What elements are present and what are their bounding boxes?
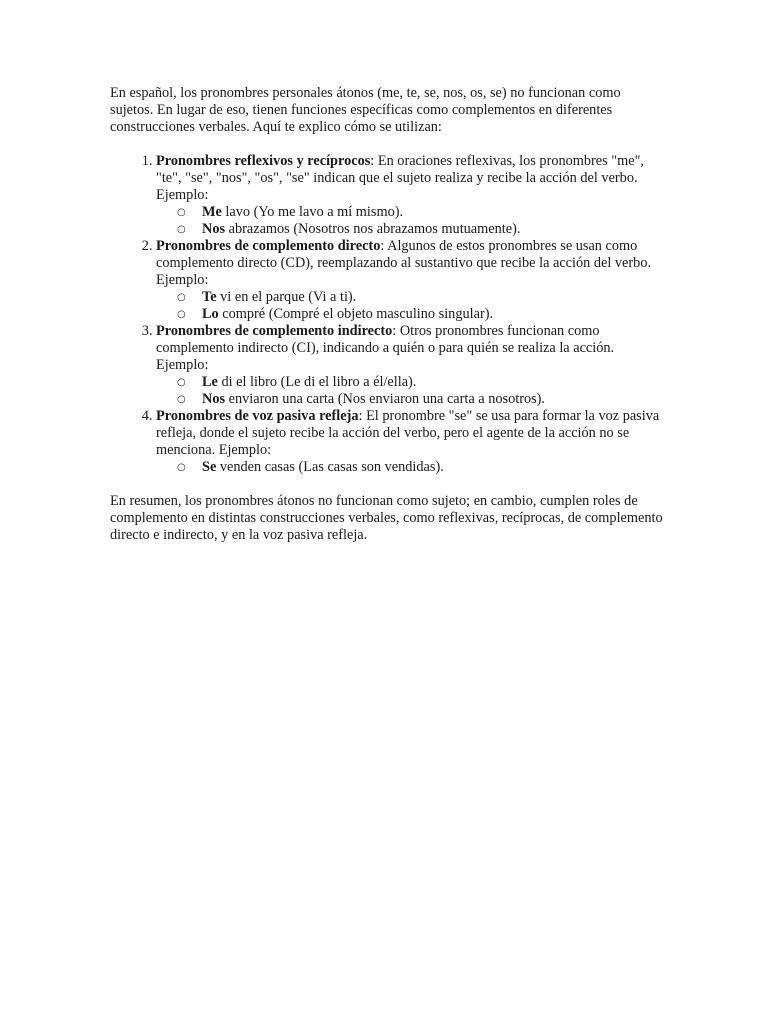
example-pronoun: Nos <box>202 391 226 407</box>
item-term: Pronombres reflexivos y recíprocos <box>156 153 371 169</box>
example-item <box>177 391 665 408</box>
list-item <box>156 153 665 238</box>
example-text: enviaron una carta (Nos enviaron una carta a nosotros). <box>225 391 546 407</box>
example-item <box>177 221 665 238</box>
example-pronoun: Le <box>202 374 218 390</box>
example-pronoun: Lo <box>202 306 219 322</box>
list-item <box>156 323 665 408</box>
example-item <box>177 204 665 221</box>
circle-bullet-icon: ○ <box>177 394 186 405</box>
item-term: Pronombres de complemento indirecto <box>156 323 393 339</box>
examples-list <box>156 374 665 408</box>
examples-list <box>156 289 665 323</box>
list-item <box>156 238 665 323</box>
item-text: : Otros pronombres funcionan como complemento indirecto (CI), indicando a quién o para quién se realiza la acción. Ejemplo: <box>156 323 615 373</box>
example-text: di el libro (Le di el libro a él/ella). <box>217 374 417 390</box>
item-term: Pronombres de complemento directo <box>156 238 381 254</box>
example-item <box>177 459 665 476</box>
example-text: compré (Compré el objeto masculino singular). <box>218 306 494 322</box>
example-pronoun: Nos <box>202 221 226 237</box>
example-text: vi en el parque (Vi a ti). <box>216 289 357 305</box>
item-text: : Algunos de estos pronombres se usan como complemento directo (CD), reemplazando al sustantivo que recibe la acción del verbo. Ejemplo: <box>156 238 652 288</box>
example-item <box>177 374 665 391</box>
pronoun-types-list <box>110 153 665 476</box>
intro-paragraph: En español, los pronombres personales átonos (me, te, se, nos, os, se) no funcionan como sujetos. En lugar de eso, tienen funciones específicas como complementos en diferentes construcciones verbales. Aquí te explico cómo se utilizan: <box>110 85 621 135</box>
item-term: Pronombres de voz pasiva refleja <box>156 408 359 424</box>
examples-list <box>156 204 665 238</box>
item-text: : En oraciones reflexivas, los pronombres "me", "te", "se", "nos", "os", "se" indican que el sujeto realiza y recibe la acción del verbo. Ejemplo: <box>156 153 645 203</box>
list-item <box>156 408 665 476</box>
summary-paragraph: En resumen, los pronombres átonos no funcionan como sujeto; en cambio, cumplen roles de complemento en distintas construcciones verbales, como reflexivas, recíprocas, de complemento directo e indirecto, y en la voz pasiva refleja. <box>110 493 663 543</box>
example-text: lavo (Yo me lavo a mí mismo). <box>221 204 404 220</box>
circle-bullet-icon: ○ <box>177 309 186 320</box>
circle-bullet-icon: ○ <box>177 207 186 218</box>
example-pronoun: Te <box>202 289 217 305</box>
document-page <box>110 85 665 544</box>
example-item <box>177 306 665 323</box>
example-item <box>177 289 665 306</box>
example-pronoun: Se <box>202 459 217 475</box>
circle-bullet-icon: ○ <box>177 224 186 235</box>
circle-bullet-icon: ○ <box>177 462 186 473</box>
example-text: abrazamos (Nosotros nos abrazamos mutuamente). <box>225 221 521 237</box>
circle-bullet-icon: ○ <box>177 377 186 388</box>
item-text: : El pronombre "se" se usa para formar la voz pasiva refleja, donde el sujeto recibe la acción del verbo, pero el agente de la acción no se menciona. Ejemplo: <box>156 408 660 458</box>
example-text: venden casas (Las casas son vendidas). <box>216 459 444 475</box>
example-pronoun: Me <box>202 204 222 220</box>
examples-list <box>156 459 665 476</box>
circle-bullet-icon: ○ <box>177 292 186 303</box>
